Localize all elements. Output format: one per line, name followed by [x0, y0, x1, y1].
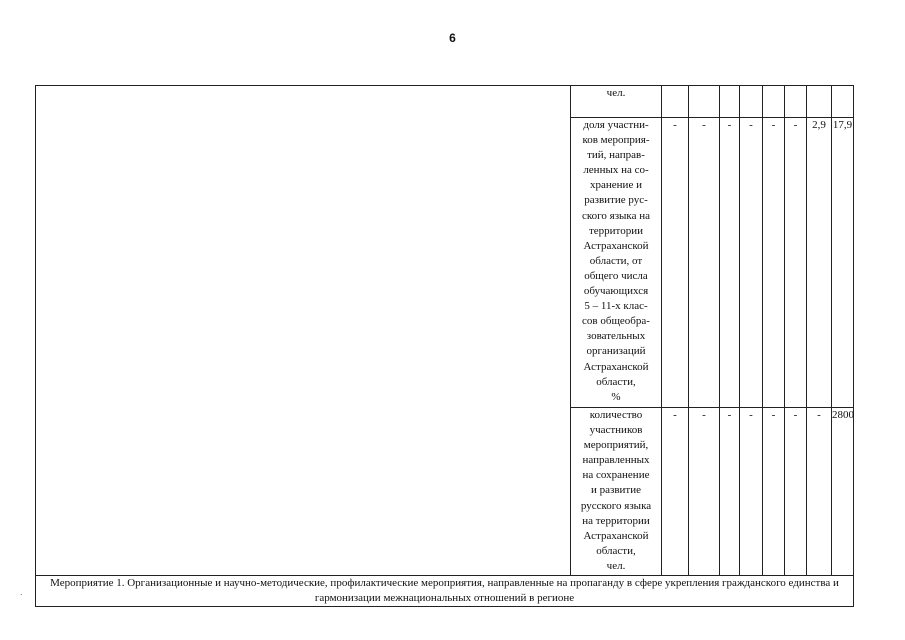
- value-cell: -: [720, 408, 740, 576]
- scan-mark: .: [20, 587, 23, 597]
- value-cell: -: [807, 408, 832, 576]
- value-cell: [689, 86, 720, 118]
- event-title: Мероприятие 1. Организационные и научно-методические, профилактические мероприятия, направленные на пропаганду в сфере укрепления гражданского единства и гармонизации межнациональных отношений в регионе: [36, 576, 854, 607]
- value-cell: [662, 86, 689, 118]
- value-cell: [740, 86, 763, 118]
- value-cell: [763, 86, 785, 118]
- value-cell: -: [662, 408, 689, 576]
- indicators-table: [35, 85, 854, 607]
- value-cell: 2,9: [807, 118, 832, 408]
- indicator-cell: чел.: [571, 86, 662, 118]
- value-cell: -: [662, 118, 689, 408]
- value-cell: -: [763, 118, 785, 408]
- value-cell: -: [785, 118, 807, 408]
- empty-left-cell: [36, 86, 571, 576]
- page-number: 6: [449, 31, 456, 45]
- value-cell: [832, 86, 854, 118]
- value-cell: -: [740, 118, 763, 408]
- indicator-cell: количество участников мероприятий, направленных на сохранение и развитие русского языка на территории Астраханской области, чел.: [571, 408, 662, 576]
- value-cell: 17,9: [832, 118, 854, 408]
- value-cell: [785, 86, 807, 118]
- value-cell: -: [785, 408, 807, 576]
- value-cell: [720, 86, 740, 118]
- table-row: [36, 86, 854, 118]
- value-cell: 2800: [832, 408, 854, 576]
- value-cell: -: [689, 408, 720, 576]
- value-cell: [807, 86, 832, 118]
- value-cell: -: [763, 408, 785, 576]
- indicator-cell: доля участни- ков мероприя- тий, направ- ленных на со- хранение и развитие рус- ского языка на территории Астраханской области, от общего числа обучающихся 5 – 11-х клас- сов общеобра- зовательных организаций Астраханской области, %: [571, 118, 662, 408]
- event-row: [36, 576, 854, 607]
- value-cell: -: [740, 408, 763, 576]
- value-cell: -: [720, 118, 740, 408]
- value-cell: -: [689, 118, 720, 408]
